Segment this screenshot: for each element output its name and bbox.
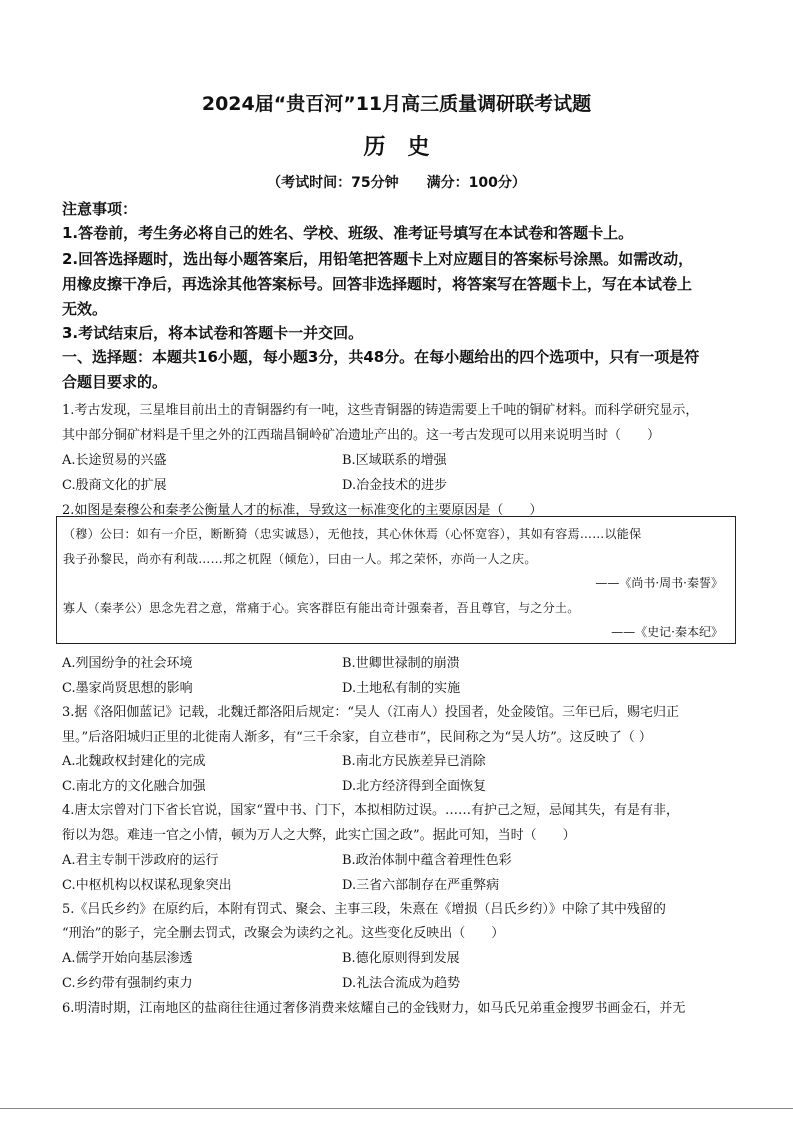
notice-item-3: 3.考试结束后，将本试卷和答题卡一并交回。 [62,324,364,342]
question-1-line-2: 其中部分铜矿材料是千里之外的江西瑞昌铜岭矿冶遗址产出的。这一考古发现可以用来说明当时（ ） [62,428,661,443]
exam-title: 2024届“贵百河”11月高三质量调研联考试题 [201,93,592,115]
question-5-option-d: D.礼法合流成为趋势 [342,976,461,991]
subject-title: 历史 [363,135,452,160]
question-5-option-b: B.德化原则得到发展 [342,951,460,966]
question-4-line-2: 衔以为怨。难违一官之小情，顿为万人之大弊，此实亡国之政”。据此可知，当时（ ） [62,828,576,843]
quote-1-line-1: （穆）公曰：如有一介臣，断断猗（忠实诚恳），无他技，其心休休焉（心怀宽容），其如有容焉……以能保 [63,527,642,541]
page-bottom-rule [0,1108,793,1109]
question-3-option-b: B.南北方民族差异已消除 [342,754,486,769]
notice-item-2-line-3: 无效。 [62,300,108,318]
notice-item-2-line-1: 2.回答选择题时，选出每小题答案后，用铅笔把答题卡上对应题目的答案标号涂黑。如需改动， [62,250,694,268]
quote-1-line-2: 我子孙黎民，尚亦有利哉……邦之杌陧（倾危），曰由一人。邦之荣怀，亦尚一人之庆。 [63,552,537,566]
notice-heading: 注意事项： [62,200,138,218]
quote-1-source: ——《尚书·周书·秦誓》 [595,576,723,590]
section-heading-line-1: 一、选择题：本题共16小题，每小题3分，共48分。在每小题给出的四个选项中，只有一项是符 [62,348,700,366]
exam-score: 满分：100分） [426,175,526,191]
quote-2: 寡人（秦孝公）思念先君之意，常痛于心。宾客群臣有能出奇计强秦者，吾且尊官，与之分土。 [63,601,580,615]
question-4-option-d: D.三省六部制存在严重弊病 [342,878,500,893]
question-2-option-a: A.列国纷争的社会环境 [62,656,193,671]
question-4-option-a: A.君主专制干涉政府的运行 [62,853,219,868]
question-1-option-b: B.区域联系的增强 [342,453,447,468]
quote-2-source: ——《史记·秦本纪》 [611,625,723,639]
question-5-line-1: 5.《吕氏乡约》在原约后，本附有罚式、聚会、主事三段，朱熹在《增损（吕氏乡约）》中除了其中残留的 [62,902,666,917]
question-2-option-c: C.墨家尚贤思想的影响 [62,681,193,696]
notice-item-2-line-2: 用橡皮擦干净后，再选涂其他答案标号。回答非选择题时，将答案写在答题卡上，写在本试卷上 [62,275,693,293]
question-2-source-box [56,516,736,644]
exam-time: （考试时间：75分钟 [267,175,399,191]
question-4-line-1: 4.唐太宗曾对门下省长官说，国家“置中书、门下，本拟相防过误。……有护己之短，忌闻其失，有是有非， [62,803,680,818]
question-5-line-2: “刑治”的影子，完全删去罚式，改聚会为读约之礼。这些变化反映出（ ） [62,926,505,941]
question-4-option-b: B.政治体制中蕴含着理性色彩 [342,853,512,868]
notice-item-1: 1.答卷前，考生务必将自己的姓名、学校、班级、准考证号填写在本试卷和答题卡上。 [62,224,634,242]
question-3-line-1: 3.据《洛阳伽蓝记》记载，北魏迁都洛阳后规定：“吴人（江南人）投国者，处金陵馆。三年已后，赐宅归正 [62,705,680,720]
question-5-option-c: C.乡约带有强制约束力 [62,976,193,991]
question-3-line-2: 里。”后洛阳城归正里的北徙南人渐多，有“三千余家，自立巷市”，民间称之为“吴人坊”。这反映了（ ） [62,730,652,745]
question-1-line-1: 1.考古发现，三星堆目前出土的青铜器约有一吨，这些青铜器的铸造需要上千吨的铜矿材料。而科学研究显示， [62,403,699,418]
question-1-option-a: A.长途贸易的兴盛 [62,453,167,468]
question-4-option-c: C.中枢机构以权谋私现象突出 [62,878,232,893]
question-3-option-d: D.北方经济得到全面恢复 [342,779,487,794]
question-6-line-1: 6.明清时期，江南地区的盐商往往通过奢侈消费来炫耀自己的金钱财力，如马氏兄弟重金搜罗书画金石，并无 [62,1001,686,1016]
section-heading-line-2: 合题目要求的。 [62,373,168,391]
question-2-option-b: B.世卿世禄制的崩溃 [342,656,460,671]
question-1-option-d: D.冶金技术的进步 [342,478,448,493]
question-3-option-a: A.北魏政权封建化的完成 [62,754,206,769]
question-2-stem: 2.如图是秦穆公和秦孝公衡量人才的标准，导致这一标准变化的主要原因是（ ） [62,503,543,518]
question-2-option-d: D.土地私有制的实施 [342,681,461,696]
question-5-option-a: A.儒学开始向基层渗透 [62,951,193,966]
question-3-option-c: C.南北方的文化融合加强 [62,779,206,794]
question-1-option-c: C.殷商文化的扩展 [62,478,167,493]
exam-info [0,172,793,192]
